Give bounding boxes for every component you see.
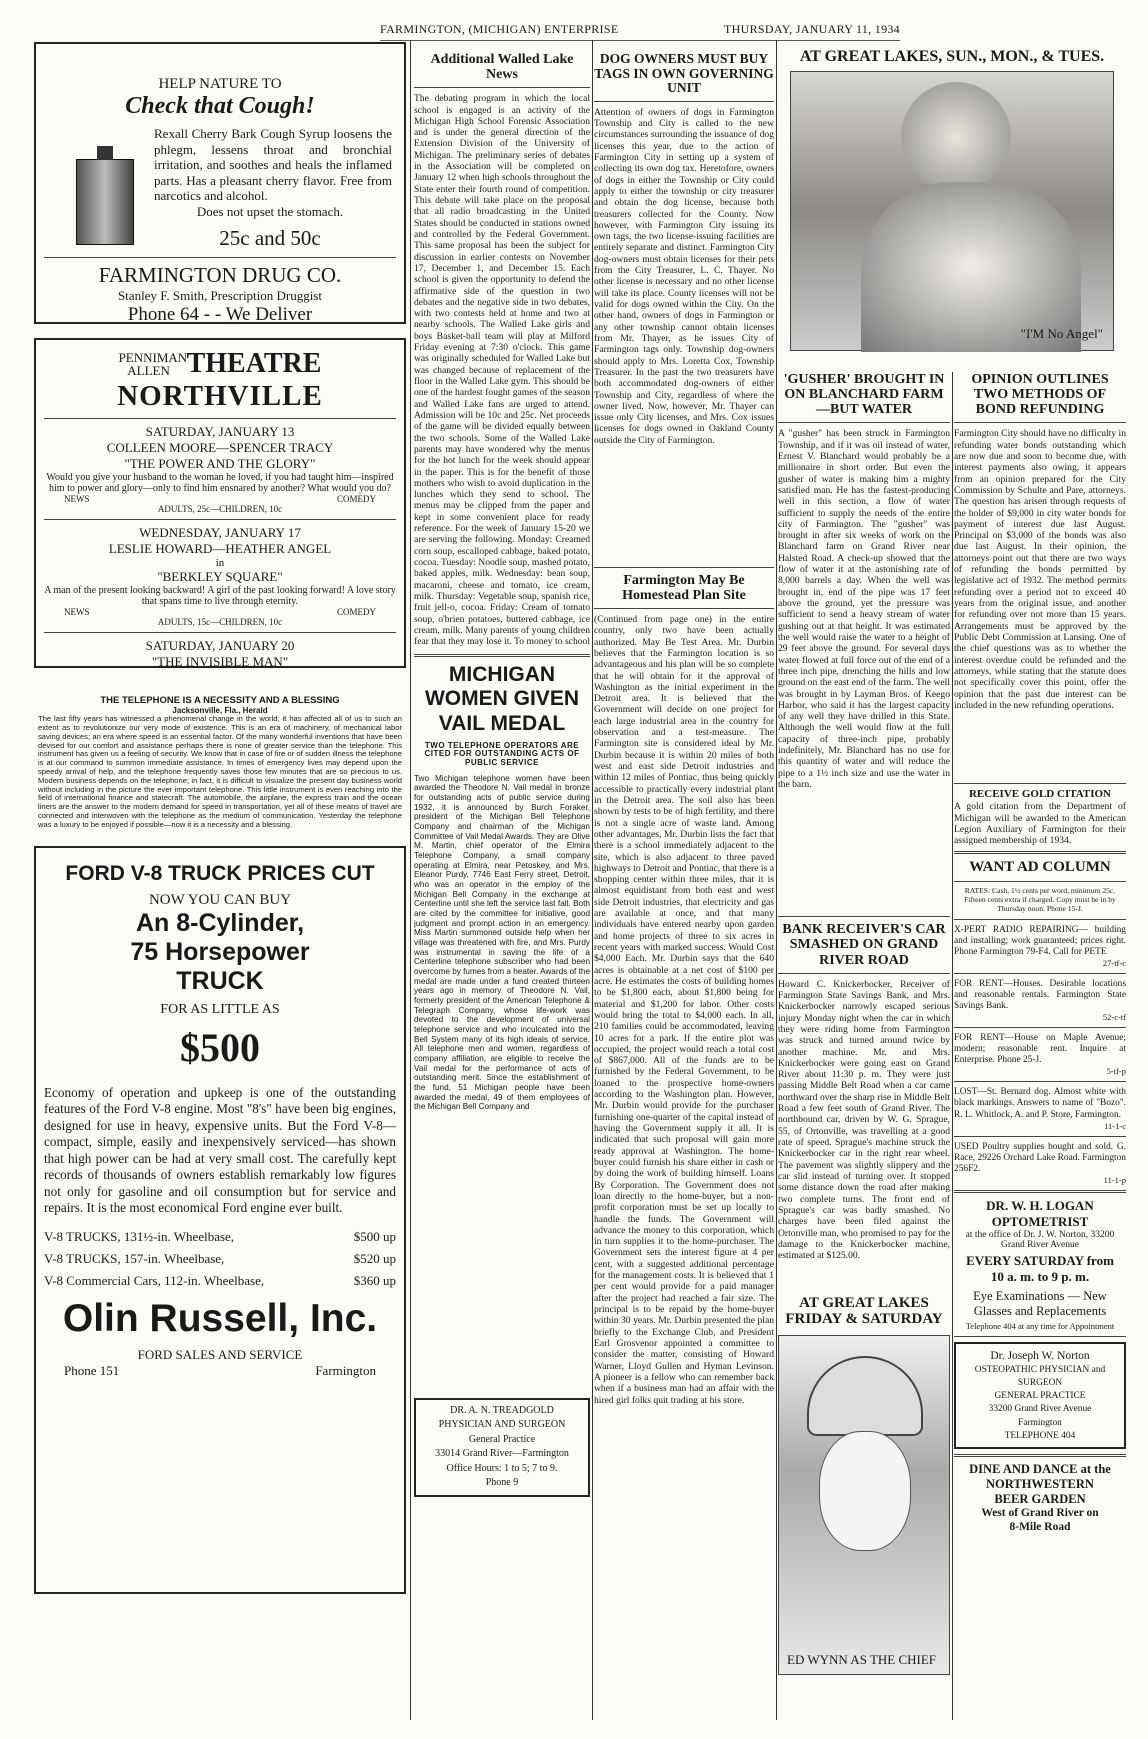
telephone-editorial <box>34 696 406 830</box>
ford-town: Farmington <box>315 1362 376 1378</box>
show2-news: NEWS <box>64 607 90 617</box>
drug-store-owner: Stanley F. Smith, Prescription Druggist <box>117 287 323 303</box>
show1-title: "THE POWER AND THE GLORY" <box>124 456 316 471</box>
beer-garden-ad <box>954 1462 1126 1535</box>
ford-ad <box>34 846 406 1594</box>
ford-price-item: V-8 Commercial Cars, 112-in. Wheelbase, <box>44 1272 265 1288</box>
norton-phone: TELEPHONE 404 <box>1004 1430 1076 1441</box>
ad-code: 11-1-p <box>1103 1174 1126 1185</box>
ford-line4: TRUCK <box>176 966 264 995</box>
show1-date: SATURDAY, JANUARY 13 <box>145 424 295 439</box>
theatre-name: THEATRE <box>186 348 322 379</box>
vail-body: Two Michigan telephone women have been awarded the Theodore N. Vail medal in bronze for outstanding acts of public service during 1932, it is announced by Burch Foraker, president of the Michigan Bell Telephone Company and chairman of the Michigan Committee of Vail Medal Awards. They are Olive M. Martin, chief operator of the Elmira Telephone Company, a small company operating at Elmira, near Petoskey, and Mrs. Eleanor Purdy, 7746 East Ferry street, Detroit, who was an operator in the employ of the Michigan Bell Company in the exchange at Centerline until she left the service last fall. Both are cited by the committee for initiative, good judgment and prompt action in an emergency. Miss Martin summoned outside help when her village was threatened with fire, and Mrs. Purdy was instrumental in saving the life of a Centerline telephone subscriber who had been overcome by fumes from a heater. Awards of the medal are made under a fund created thirteen years ago in memory of Theodore N. Vail, formerly president of the American Telephone & Telegraph Company, whose life-work was devoted to the development of universal telephone service and who inculcated into the Bell System many of its high ideals of service. All telephone men and women, regardless of company affiliation, are eligible to receive the Vail medal for the performance of acts of outstanding merit. Since the establishment of the fund, 51 Michigan people have been awarded the medal, 49 of them employees of the Michigan Bell Company and <box>414 773 590 1112</box>
theatre-owners: PENNIMAN ALLEN <box>118 350 188 378</box>
show1-news: NEWS <box>64 494 90 504</box>
want-ads-list <box>954 925 1126 1185</box>
ford-phone: Phone 151 <box>64 1362 120 1378</box>
column-5 <box>954 372 1126 1720</box>
drug-ad-body: Rexall Cherry Bark Cough Syrup loosens the phlegm, lessens throat and bronchial irritation, and soothes and heals the inflamed parts. Has a pleasant cherry flavor. Free from narcotics and alcohol. <box>154 126 392 204</box>
beer-line1: DINE AND DANCE at the <box>969 1461 1111 1476</box>
norton-address: 33200 Grand River Avenue <box>988 1404 1092 1415</box>
column-rule <box>410 40 411 1720</box>
ford-dealer: Olin Russell, Inc. <box>62 1296 378 1340</box>
show1-blurb: Would you give your husband to the woman he loved, if you had taught him—inspired him to power and glory—only to find him ensnared by another? What would you do? <box>46 472 394 494</box>
vail-subhead: TWO TELEPHONE OPERATORS ARE CITED FOR OUTSTANDING ACTS OF PUBLIC SERVICE <box>424 740 580 767</box>
theatre-town: NORTHVILLE <box>117 380 323 412</box>
show2-comedy: COMEDY <box>336 607 376 617</box>
drug-store-name: FARMINGTON DRUG CO. <box>98 262 342 287</box>
show2-prices: ADULTS, 15c—CHILDREN, 10c <box>157 617 283 627</box>
telephone-source: Jacksonville, Fla., Herald <box>172 706 268 716</box>
gusher-body: A "gusher" has been struck in Farmington Township, and if it was oil instead of water, Ernest V. Blanchard would probably be a millionaire in short order. But even the gusher of water is making him a mighty satisfied man. He has the fastest-producing well in this section, a flow of water sufficient to supply the needs of the entire city of Farmington. The "gusher" was brought in after six weeks of work on the Blanchard farm on Grand River near Halsted Road. A check-up showed that the flow of water it at the astonishing rate of 8,000 barrels a day. When the well was brought in, end of the pipe was 17 feet above the ground, yet the pressure was sufficient to send a heavy stream of water gushing out at that height. It was estimated the well would raise the water to a height of 29 feet above the ground. For several days water flowed at full force out of the end of a three inch pipe, drenching the hills and low ground on the east end of the farm. The well was brought in by Layman Bros. of Keego Harbor, who said it has the largest capacity of any well they have drilled in this State. Although the well would flow at the full capacity of three-inch pipe, probably indefinitely, Mr. Blanchard has no use for this quantity of water and will reduce the pipe to a 1½ inch size and use the water in the barn. <box>778 428 950 791</box>
norton-title: OSTEOPATHIC PHYSICIAN and SURGEON <box>974 1365 1106 1389</box>
norton-card <box>954 1342 1126 1449</box>
ford-price-value: $360 up <box>353 1272 396 1288</box>
norton-town: Farmington <box>1018 1417 1062 1428</box>
ford-line1: NOW YOU CAN BUY <box>148 891 292 908</box>
column-rule <box>952 372 953 1720</box>
ad-code: 27-tf-c <box>1102 957 1126 968</box>
list-item <box>954 1087 1126 1130</box>
bank-headline: BANK RECEIVER'S CAR SMASHED ON GRAND RIVER ROAD <box>782 922 946 968</box>
walled-lake-body: The debating program in which the local school is engaged is an activity of the Michigan High School Forensic Association and is under the general direction of the Extension Division of the University of Michigan. The preliminary series of debates in the Association will be completed on January 12 when high schools throughout the State enter their fourth round of competition. This debate will take place on the proposal that all radio broadcasting in the United States should be conducted in stations owned and controlled by the Federal Government. This same proposal has been the subject for discussion in earlier contests on November 17, December 1, and December 15. Each school is given the opportunity to defend the affirmative side of the question in two debates and the negative side in two debates, with two contests held at home and two at nearby schools. The Walled Lake girls and boys Basket-ball team will play at Milford Friday evening at 7:30 o'clock. This game was originally scheduled for Walled Lake but was changed because of replacement of the floor in the Walled Lake gym. This should be one of the hardest fought games of the season and Walled Lake fans are urged to attend. Admission will be 10c and 25c. Net proceeds of the game will be divided equally between the two schools. Some of the Walled Lake parents may have wondered why the menus for the hot lunch for the week should appear in the paper. This is for the benefit of those mothers who wish to avoid duplication in the lunches which they send to school. The menus may be clipped from the paper and kept in some convenient place for ready reference. For the week of January 15-20 we are serving the following. Monday: Creamed corn soup, escalloped cabbage, baked potato, cocoa. Tuesday: Noodle soup, mashed potato, baked apples, milk. Wednesday: bean soup, macaroni, cheese and tomato, ice cream, milk. Thursday: Vegetable soup, spanish rice, fruit jell-o, cocoa. Friday: Cream of tomato soup, o'brien potatoes, buttered cabbage, ice cream, milk. Many parents of young children fear that they may lose it. To money to school <box>414 93 590 648</box>
ford-price-row <box>44 1251 396 1267</box>
homestead-body: (Continued from page one) in the entire country, only two have been actually authorized. May Be Test Area. Mr. Durbin believes that the Farmington location is so advantageous and his plan will be so complete that he will obtain for it the approval of Washington as the initial experiment in the Detroit area. It is believed that the Government will decide on one project for each large industrial area in the country for observation and a test-measure. The Farmington site is considered ideal by Mr. Durbin because it is within 20 miles of both west and east side Detroit industries and within 12 miles of Pontiac, thus being quickly accessible to practically every industrial plant in the Detroit area. The soil also has been shown by tests to be of high fertility, and there is not a single acre of waste land. Among other advantages, Mr. Durbin lists the fact that there is a school immediately adjacent to the site, which is also adjacent to three paved highways to Detroit and Pontiac, that there is a shopping center within three miles, that it is almost equidistant from both east and west side Detroit industries, that electricity and gas are available at once, and that many individuals have entered nearby upon garden and home projects of three to six acres in recent years with marked success. Would Cost $4,000 Each. Mr. Durbin says that the 640 acres is obtainable at a net cost of $100 per acre. He estimates the costs of building homes to be $1,800 each, about $1,800 being for material and $1,200 for labor. Other costs would bring the total to $4,000 each. In all, 210 families could be accommodated, leaving 10 acres for a park. If the entire plot was occupied, the project would reach a total cost of $867,000. All of the funds are to be furnished by the Federal Government, to be loaned to the prospective home-owners according to the Washington plan. However, Mr. Durbin would provide for the purchaser furnishing one-quarter of the capital instead of having the Government supply it all. It is indicated that such proposal will gain more ready approval at Washington. The home-buyer could furnish his share either in cash or by doing the work of building himself. Loans By Corporation. The Government does not loan directly to the home-buyer, but a non-profit corporation must be set up locally to handle the funds. The Government will advance the money to this corporation, which in turn supplies it to the home-purchaser. The Government sets the interest figure at 4 per cent, with a suggested additional percentage for the management costs. It is believed that 1 per cent would provide for a paid manager after the project had reached a fair size. The principal is to be repaid by the home-buyer within 30 years. Mr. Durbin presented the plan briefly to the Exchange Club, and President Earl Grosvenor appointed a committee to consider the matter, consisting of Howard Warner, Lloyd Gullen and Hyman Levinson. A pioneer is a fellow who can remember back when if a business man had an affair with the hired girl folks quit trading at his store. <box>594 613 774 1406</box>
ad-text: FOR RENT—Houses. Desirable locations and reasonable rentals. Farmington State Savings Bank. <box>954 978 1126 1011</box>
vail-headline: MICHIGAN WOMEN GIVEN VAIL MEDAL <box>424 663 579 735</box>
walled-lake-headline: Additional Walled Lake News <box>430 52 574 83</box>
masthead <box>380 22 900 41</box>
show2-in: in <box>215 557 225 569</box>
ed-wynn-photo <box>778 1335 950 1675</box>
list-item <box>954 979 1126 1022</box>
ad-text: X-PERT RADIO REPAIRING— building and installing; work guaranteed; prices right. Phone Farmington 79-F4. Call for PETE <box>954 924 1126 957</box>
treadgold-address: 33014 Grand River—Farmington <box>435 1448 569 1460</box>
gusher-headline: 'GUSHER' BROUGHT IN ON BLANCHARD FARM—BUT WATER <box>783 372 945 418</box>
great-lakes-bottom-heading: AT GREAT LAKES FRIDAY & SATURDAY <box>785 1294 943 1327</box>
ford-price-value: $500 up <box>353 1228 396 1244</box>
great-lakes-top <box>778 40 1126 370</box>
drug-ad-price: 25c and 50c <box>219 225 321 250</box>
treadgold-title: PHYSICIAN AND SURGEON <box>438 1419 566 1431</box>
ad-code: 5-tf-p <box>1106 1066 1126 1077</box>
treadgold-name: DR. A. N. TREADGOLD <box>450 1404 554 1416</box>
logan-name: DR. W. H. LOGAN <box>986 1197 1094 1213</box>
theatre-ad <box>34 338 406 668</box>
beer-line3: BEER GARDEN <box>994 1491 1086 1506</box>
ford-line3: 75 Horsepower <box>130 937 310 966</box>
show1-comedy: COMEDY <box>336 494 376 504</box>
ford-price-row <box>44 1273 396 1289</box>
show2-date: WEDNESDAY, JANUARY 17 <box>139 525 301 540</box>
dog-body: Attention of owners of dogs in Farmington Township and City is called to the new circumstances surrounding the issuance of dog licenses this year, due to the action of Farmington City in setting up a system of collecting its own dog tax. Heretofore, owners of dogs in either the Township or City could apply to either the township or city treasurer and obtain the dog license, because both treasurers collected for the County. Now however, with Farmington City issuing its own tags, the two license-issuing facilities are entirely separate and distinct. Farmington City dog-owners must obtain licenses for their pets from the City Treasurer, L. C. Thayer. No other license is necessary and no other license will take its place. County licenses will not be valid for dogs owned within the City. On the other hand, owners of dogs in Farmington or any other township cannot obtain licenses from Mr. Thayer, as he issues City of Farmington tags only. Township dog-owners should apply to Mrs. Loretta Cox, Township Treasurer. In the past the two treasurers have both accommodated dog-owners of either Township and City, regardless of where the owner lived. Now, however, Mr. Thayer can issue only City licenses, and Mrs. Cox issues licenses for dogs owned in Oakland County outside the City of Farmington. <box>594 106 774 446</box>
citation-headline: RECEIVE GOLD CITATION <box>968 788 1111 801</box>
ad-text: LOST—St. Bernard dog. Almost white with black markings. Answers to name of "Bozo". R. L. Whitlock, A. and P. Store, Farmington. <box>954 1087 1126 1120</box>
beer-line5: 8-Mile Road <box>1009 1520 1071 1533</box>
logan-office: at the office of Dr. J. W. Norton, 33200 Grand River Avenue <box>965 1229 1115 1250</box>
left-column <box>34 40 406 1720</box>
show2-blurb: A man of the present looking backward! A girl of the past looking forward! A love story that spans time to live through eternity. <box>44 585 396 607</box>
issue-date: THURSDAY, JANUARY 11, 1934 <box>724 22 900 36</box>
drug-ad-headline: Check that Cough! <box>125 93 315 119</box>
mae-west-photo <box>790 71 1114 351</box>
ad-code: 52-c-tf <box>1102 1012 1126 1023</box>
telephone-body: The last fifty years has witnessed a phenomenal change in the world; it has affected all of us to such an extent as to revolutionize our very mode of existence. This is an era of machinery, of mechanical labor saving devices; an era where speed is an essential factor. Of the many wonderful inventions that have been devised for our comfort and assistance perhaps there is none of greater service than the telephone. This instrument has given us a feeling of security. We know that in case of fire or of sudden illness the telephone is at our command to summon immediate assistance. In times of emergency lives may depend upon the speedy arrival of help, and the telephone frequently saves those few minutes that are so precious to us. Modern business depends on the telephone; in fact, it is difficult to visualize the present day business world without including in the picture the ever important telephone. This little instrument is even reaching into the field of international finance and statecraft. The automobile, the airplane, the express train and the ocean liners are the answer to the modern demand for speed in transportation, yet all of these means of travel are connected and interwoven with the telephone as the medium of communication. Yesterday the telephone was a luxury to be enjoyed if possible—now it is a necessity and a blessing. <box>38 714 402 829</box>
refunding-headline: OPINION OUTLINES TWO METHODS OF BOND REFUNDING <box>971 372 1109 418</box>
telephone-headline: THE TELEPHONE IS A NECESSITY AND A BLESSING <box>100 695 340 706</box>
bank-body: Howard C. Knickerbocker, Receiver of Farmington State Savings Bank, and Mrs. Knickerbocker narrowly escaped serious injury Monday night when the car in which they were riding home from Farmington was struck and turned around twice by another machine. Mr. and Mrs. Knickerbocker were going east on Grand River about 11:30 p. m. They were just passing Middle Belt Road when a car came northward over the sharp rise in Middle Belt Road a few feet south of Grand River. The northbound car, driven by W. G. Sprague, 55, of Ortonville, was travelling at a good rate of speed. Sprague's machine struck the Knickerbocker car in the right rear wheel. The pavement was slightly slippery and the car slid instead of turning over. It stopped some distance down the road after making two complete turns. The front end of Sprague's car was badly smashed. No charges have been filed against the Ortonville man, who promised to pay for the damage to the Knickerbocker machine, estimated at $125.00. <box>778 978 950 1262</box>
logan-phone: Telephone 404 at any time for Appointment <box>965 1320 1115 1331</box>
list-item <box>954 1142 1126 1185</box>
dog-headline: DOG OWNERS MUST BUY TAGS IN OWN GOVERNING UNIT <box>594 51 774 96</box>
logan-hours: 10 a. m. to 9 p. m. <box>990 1268 1090 1284</box>
show3-date: SATURDAY, JANUARY 20 <box>145 638 295 653</box>
refunding-body: Farmington City should have no difficulty in refunding water bonds outstanding which are now due and soon to become due, with interest payments also owing, it appears from an opinion prepared for the City Commission by Schulte and Pare, attorneys. The question has arisen through requests of the holder of $9,000 in city water bonds for payment of interest due last August. Principal on $3,000 of the bonds was also due last August. In their opinion, the attorneys point out that there are two ways of refunding the bonds permitted by legislative act of 1932. The method permits refunding over a period not to exceed 40 years from the original issue, and another for refunding over not more than 15 years. Arrangements must be approved by the Public Debt Commission at Lansing. One of the chief questions was as to whether the interest overdue could be refunded and the attorneys, while stating that the statute does not specifically cover this point, offer the opinion that the past due interest can be included in the new refunding operations. <box>954 428 1126 711</box>
logan-title: OPTOMETRIST <box>991 1213 1089 1229</box>
show2-title: "BERKLEY SQUARE" <box>157 569 283 584</box>
treadgold-practice: General Practice <box>468 1433 536 1445</box>
great-lakes-top-caption: "I'M No Angel" <box>1020 326 1103 342</box>
ford-dealer-sub: FORD SALES AND SERVICE <box>137 1346 303 1362</box>
norton-name: Dr. Joseph W. Norton <box>990 1349 1090 1362</box>
ford-headline: FORD V-8 TRUCK PRICES CUT <box>65 861 375 885</box>
treadgold-phone: Phone 9 <box>485 1477 519 1489</box>
citation-body: A gold citation from the Department of Michigan will be awarded to the American Legion Auxiliary of Farmington for their assigned membership of 1934. <box>954 801 1126 847</box>
logan-services: Eye Examinations — New Glasses and Replacements <box>973 1288 1107 1318</box>
drug-store-phone: Phone 64 - - We Deliver <box>127 303 313 325</box>
column-rule <box>776 40 777 1720</box>
ford-line2: An 8-Cylinder, <box>135 908 305 937</box>
ford-price-value: $520 up <box>353 1250 396 1266</box>
ford-price-item: V-8 TRUCKS, 157-in. Wheelbase, <box>44 1250 225 1266</box>
beer-line2: NORTHWESTERN <box>986 1476 1094 1491</box>
treadgold-card <box>414 1398 590 1497</box>
column-2 <box>414 40 590 1720</box>
drug-ad-kicker: HELP NATURE TO <box>158 76 282 92</box>
ad-text: USED Poultry supplies bought and sold. G. Race, 29226 Orchard Lake Road. Farmington 256F2. <box>954 1141 1126 1174</box>
logan-ad <box>954 1198 1126 1331</box>
great-lakes-top-heading: AT GREAT LAKES, SUN., MON., & TUES. <box>799 48 1105 65</box>
drug-ad-note: Does not upset the stomach. <box>196 203 344 219</box>
paper-name: FARMINGTON, (MICHIGAN) ENTERPRISE <box>380 22 619 36</box>
ford-line5: FOR AS LITTLE AS <box>160 1001 280 1017</box>
column-3 <box>594 40 774 1720</box>
ford-price-row <box>44 1229 396 1245</box>
show2-stars: LESLIE HOWARD—HEATHER ANGEL <box>108 541 332 556</box>
want-ads-headline: WANT AD COLUMN <box>969 859 1111 876</box>
treadgold-hours: Office Hours: 1 to 5; 7 to 9. <box>446 1462 558 1474</box>
great-lakes-bottom-caption: ED WYNN AS THE CHIEF <box>787 1652 937 1668</box>
show1-stars: COLLEEN MOORE—SPENCER TRACY <box>106 440 334 455</box>
ad-text: FOR RENT—House on Maple Avenue; modern; reasonable rent. Inquire at Enterprise. Phone 25-J. <box>954 1033 1126 1066</box>
norton-practice: GENERAL PRACTICE <box>994 1391 1086 1402</box>
ford-price: $500 <box>180 1024 260 1070</box>
column-4 <box>778 372 950 1720</box>
want-ads-rates: RATES: Cash, 1½ cents per word, minimum 25c. Fifteen cents extra if charged. Copy must be in by Thursday noon. Phone 15-J. <box>964 885 1116 913</box>
syrup-bottle-icon <box>76 159 134 245</box>
column-rule <box>592 40 593 1720</box>
show3-title: "THE INVISIBLE MAN" <box>151 654 289 669</box>
list-item <box>954 1033 1126 1076</box>
logan-schedule: EVERY SATURDAY from <box>966 1252 1114 1268</box>
list-item <box>954 925 1126 968</box>
ford-body: Economy of operation and upkeep is one of the outstanding features of the Ford V-8 engine. Most "8's" have been big engines, designed for use in heavy, expensive units. But the Ford V-8—compact, simple, easily and inexpensively serviced—has shown that high power can be had at very small cost. The carefully kept records of thousands of owners establish remarkably low figures not only for gasoline and oil consumption but for service and repairs. It is the most economical Ford engine ever built. <box>44 1084 396 1216</box>
homestead-headline: Farmington May Be Homestead Plan Site <box>622 572 746 603</box>
ford-price-item: V-8 TRUCKS, 131½-in. Wheelbase, <box>44 1228 235 1244</box>
drug-ad <box>34 42 406 324</box>
beer-line4: West of Grand River on <box>981 1506 1099 1519</box>
ad-code: 11-1-c <box>1104 1120 1126 1131</box>
show1-prices: ADULTS, 25c—CHILDREN, 10c <box>157 504 283 514</box>
